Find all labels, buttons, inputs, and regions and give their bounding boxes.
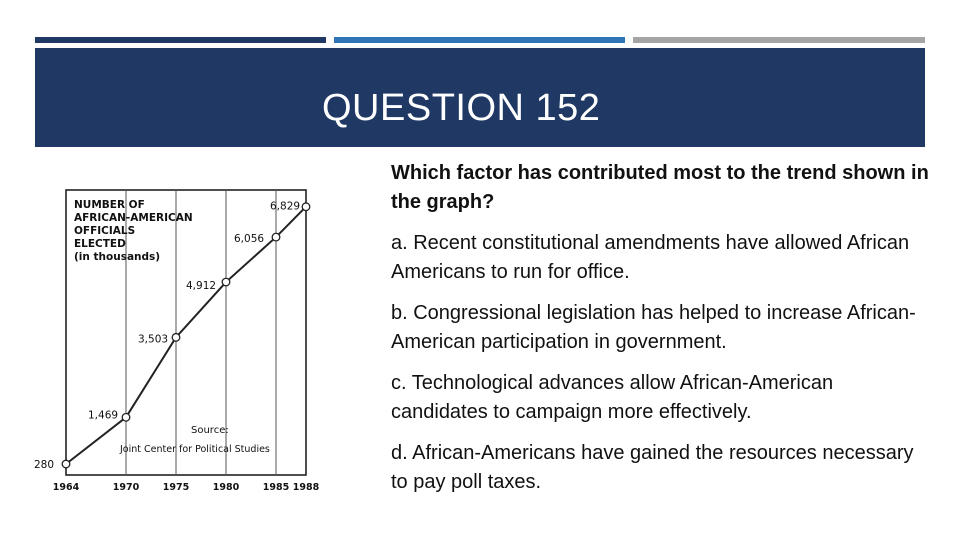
data-point xyxy=(302,203,310,211)
option-d: d. African-Americans have gained the resources necessary to pay poll taxes. xyxy=(391,442,914,493)
x-tick-label: 1980 xyxy=(212,482,240,493)
data-label: 1,469 xyxy=(88,409,119,422)
data-label: 4,912 xyxy=(186,280,217,293)
data-point xyxy=(122,413,130,421)
option-c: c. Technological advances allow African-American candidates to campaign more effectively. xyxy=(391,372,834,423)
option-b: b. Congressional legislation has helped to increase African-American participation in government. xyxy=(391,302,916,353)
y-axis-label-line: OFFICIALS xyxy=(74,225,136,237)
x-tick-label: 1970 xyxy=(112,482,140,493)
y-axis-label-line: AFRICAN-AMERICAN xyxy=(74,212,193,224)
accent-bar-blue xyxy=(334,37,625,43)
question-prompt: Which factor has contributed most to the trend shown in the graph? xyxy=(391,162,929,213)
accent-bar-gray xyxy=(633,37,925,43)
data-point xyxy=(172,334,180,342)
y-axis-label-line: (in thousands) xyxy=(74,251,161,263)
data-point xyxy=(272,233,280,241)
elected-officials-line-chart xyxy=(28,178,333,498)
y-axis-label-line: ELECTED xyxy=(74,238,126,250)
x-tick-label: 1985 xyxy=(262,482,290,493)
data-label: 6,056 xyxy=(234,233,265,246)
data-point xyxy=(62,460,70,468)
accent-bar-dark xyxy=(35,37,326,43)
y-axis-label-line: NUMBER OF xyxy=(74,199,145,211)
x-tick-label: 1964 xyxy=(52,482,80,493)
source-label: Source: xyxy=(191,425,229,436)
data-point xyxy=(222,278,230,286)
x-tick-label: 1988 xyxy=(292,482,320,493)
option-a: a. Recent constitutional amendments have allowed African Americans to run for office. xyxy=(391,232,910,283)
data-label: 280 xyxy=(34,459,55,471)
data-label: 6,829 xyxy=(270,200,301,213)
source-text: Joint Center for Political Studies xyxy=(120,444,270,455)
x-tick-label: 1975 xyxy=(162,482,190,493)
question-panel xyxy=(391,159,931,509)
slide-title: QUESTION 152 xyxy=(322,87,601,129)
data-label: 3,503 xyxy=(138,333,169,346)
